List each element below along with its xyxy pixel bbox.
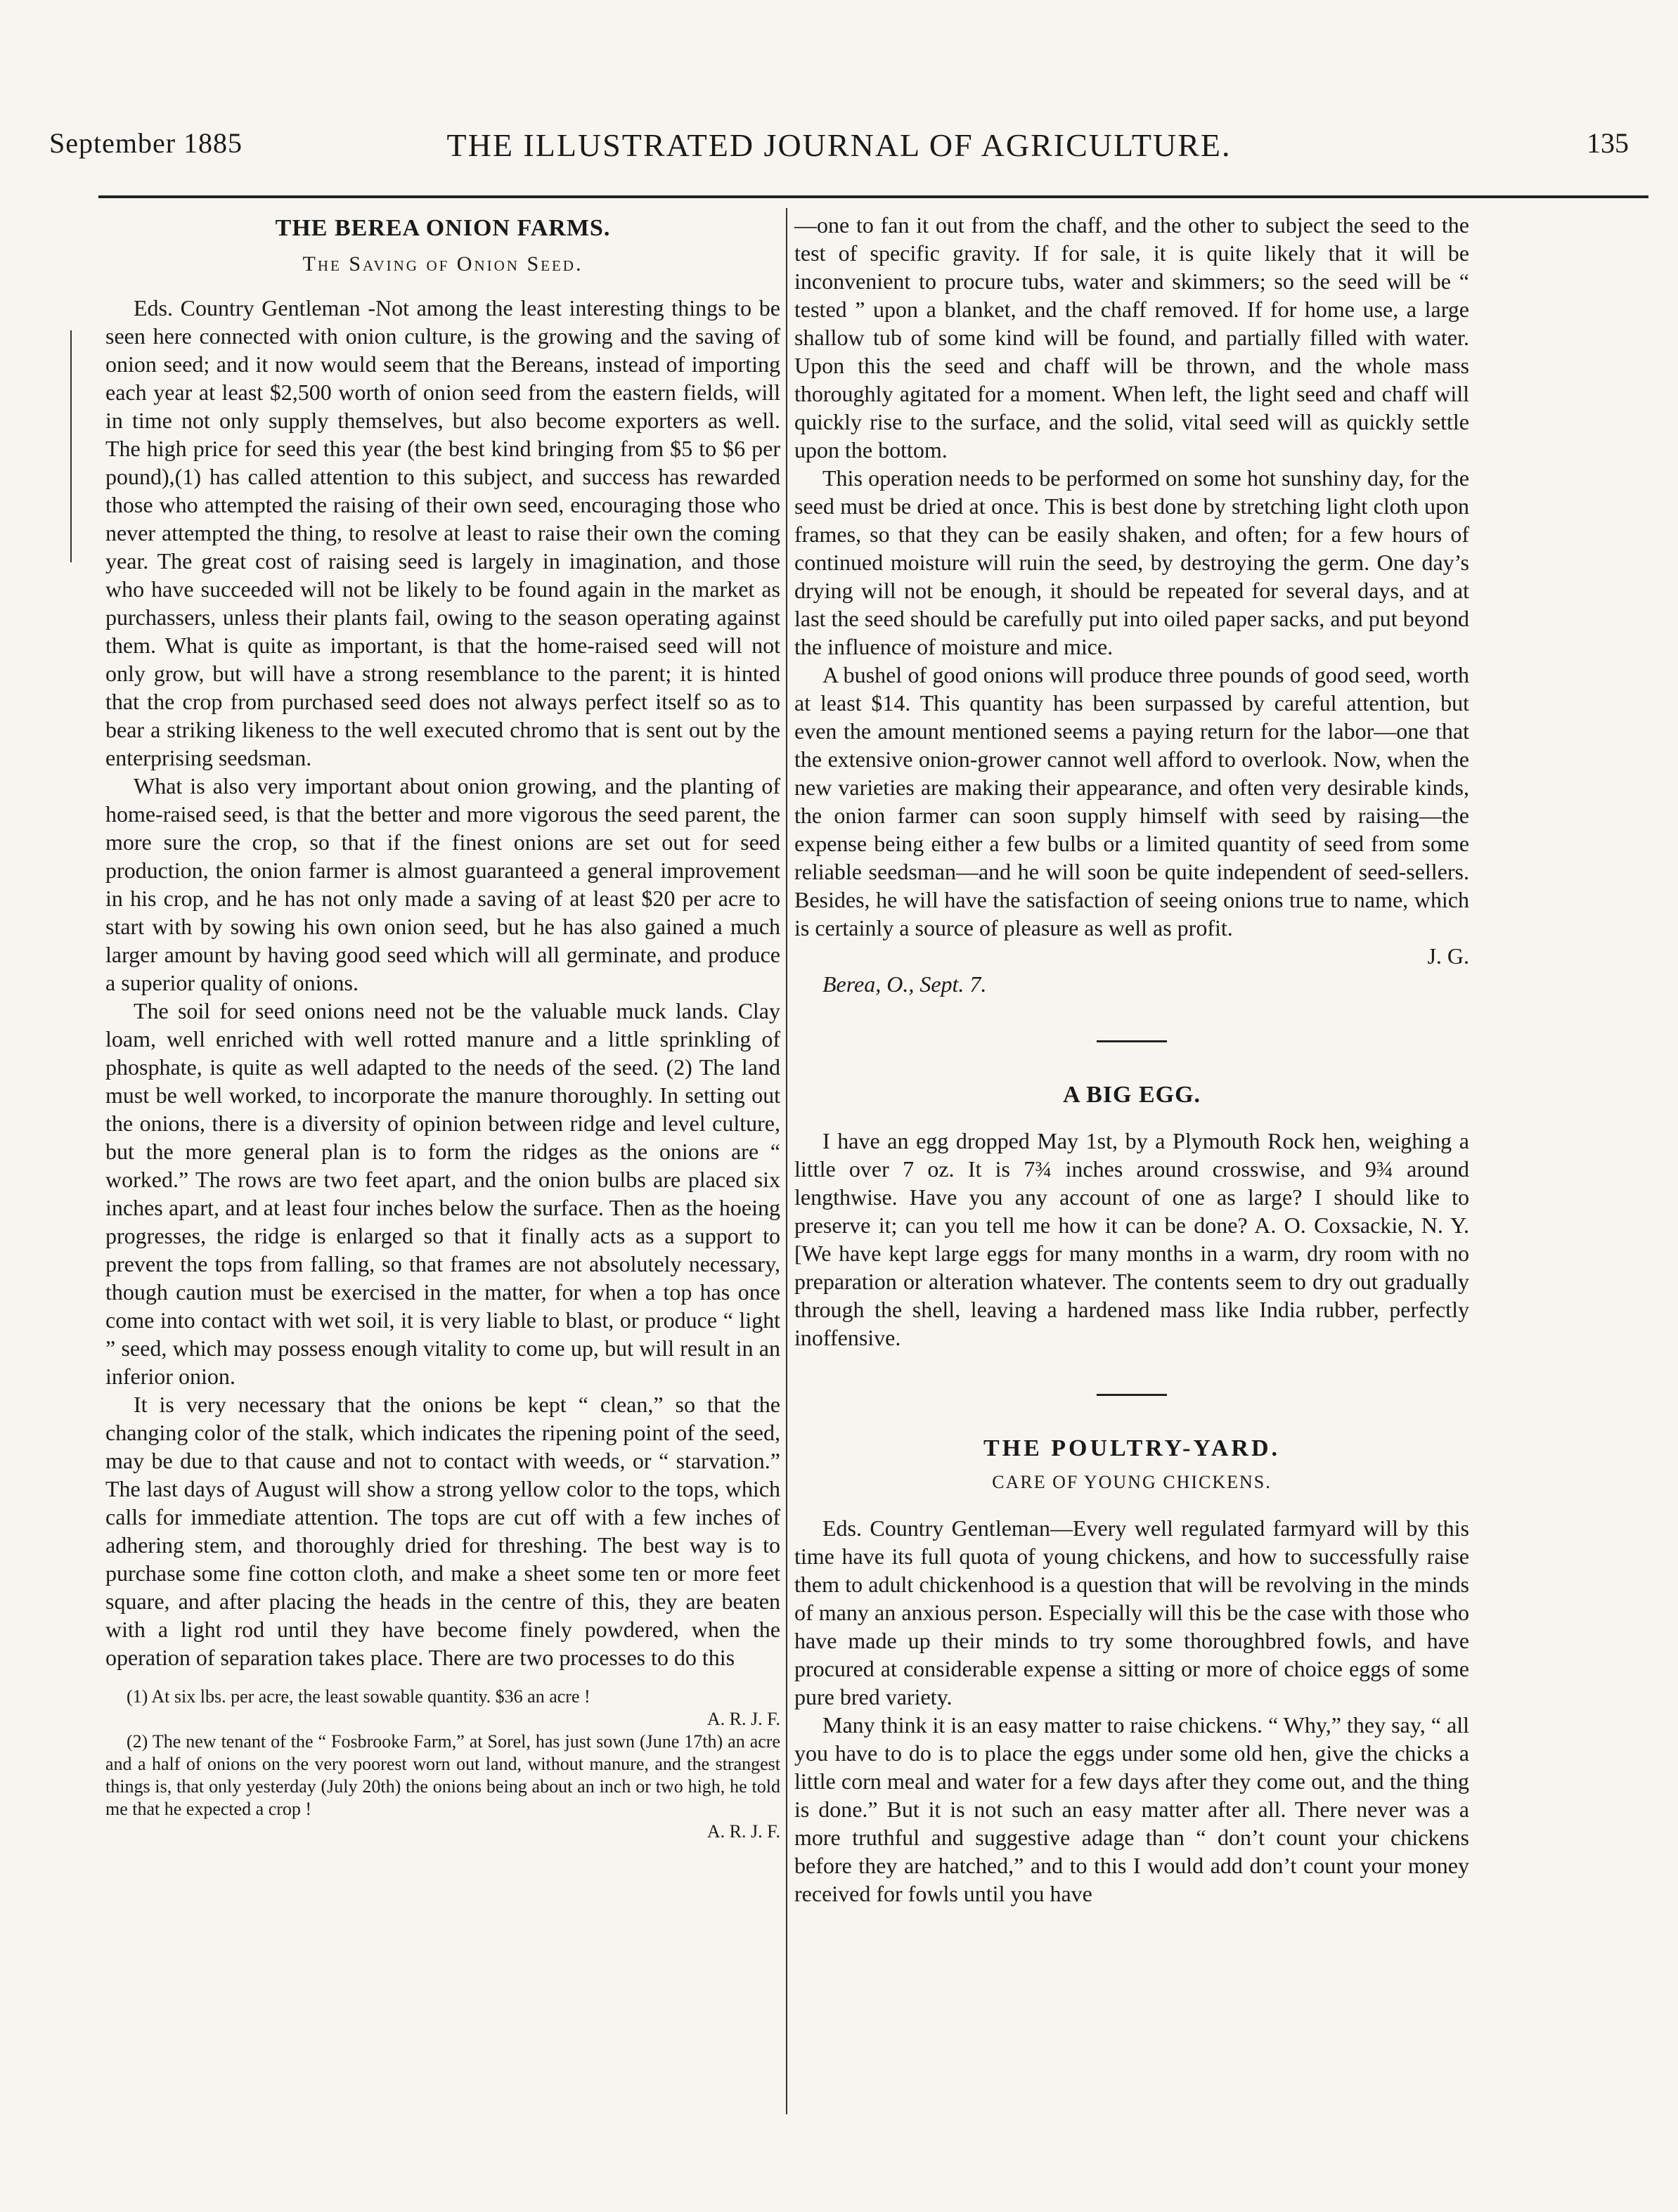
margin-mark: [70, 330, 72, 562]
journal-title: THE ILLUSTRATED JOURNAL OF AGRICULTURE.: [446, 127, 1232, 163]
footnote-2: (2) The new tenant of the “ Fosbrooke Farm,” at Sorel, has just sown (June 17th) an acre and a half of onions on the very poorest worn out land, without manure, and the strangest things is, that only yesterday (July 20th) the onions being about an inch or two high, he told me that he expected a crop !: [105, 1731, 780, 1819]
column-divider: [786, 208, 787, 2114]
right-column: [794, 211, 1469, 1908]
footnote-2-signature: A. R. J. F.: [706, 1821, 780, 1842]
paragraph: A bushel of good onions will produce three pounds of good seed, worth at least $14. This quantity has been surpassed by careful attention, but even the amount mentioned seems a paying return for the labor—one that the extensive onion-grower cannot well afford to overlook. Now, when the new varieties are making their appearance, and often very desirable kinds, the onion farmer can soon supply himself with seed by raising—the expense being either a few bulbs or a limited quantity of seed from some reliable seedsman—and he will soon be quite independent of seed-sellers. Besides, he will have the satisfaction of seeing onions true to name, which is certainly a source of pleasure as well as profit.: [794, 662, 1469, 940]
dateline: Berea, O., Sept. 7.: [822, 971, 987, 997]
header-rule: [98, 195, 1648, 198]
issue-date: September 1885: [49, 127, 243, 159]
article-subtitle-poultry: CARE OF YOUNG CHICKENS.: [992, 1472, 1272, 1492]
page-number: 135: [1587, 127, 1629, 159]
section-rule: [1097, 1394, 1167, 1396]
article-title-egg: A BIG EGG.: [1062, 1082, 1201, 1108]
paragraph: What is also very important about onion growing, and the planting of home-raised seed, is that the better and more vigorous the seed parent, the more sure the crop, so that if the finest onions are set out for seed production, the onion farmer is almost guaranteed a general improvement in his crop, and he has not only made a saving of at least $20 per acre to start with by sowing his own onion seed, but he has also gained a much larger amount by having good seed which will all germinate, and produce a superior quality of onions.: [105, 773, 780, 995]
page-header: [49, 127, 1629, 176]
paragraph: Many think it is an easy matter to raise chickens. “ Why,” they say, “ all you have to do is to place the eggs under some old hen, give the chicks a little corn meal and water for a few days after they come out, and the thing is done.” But it is not such an easy matter after all. There never was a more truthful and suggestive adage than “ don’t count your chickens before they are hatched,” and to this I would add don’t count your money received for fowls until you have: [794, 1712, 1469, 1906]
paragraph: Eds. Country Gentleman -Not among the least interesting things to be seen here connected with onion culture, is the growing and the saving of onion seed; and it now would seem that the Bereans, instead of importing each year at least $2,500 worth of onion seed from the eastern fields, will in time not only supply themselves, but also become exporters as well. The high price for seed this year (the best kind bringing from $5 to $6 per pound),(1) has called attention to this subject, and success has rewarded those who attempted the raising of their own seed, encouraging those who never attempted the thing, to resolve at least to raise their own the coming year. The great cost of raising seed is largely in imagination, and those who have succeeded will not be likely to be found again in the market as purchassers, unless their plants fail, owing to the season operating against them. What is quite as important, is that the home-raised seed will not only grow, but will have a strong resemblance to the parent; it is hinted that the crop from purchased seed does not always perfect itself so as to bear a striking likeness to the well executed chromo that is sent out by the enterprising seedsman.: [105, 295, 780, 770]
footnote-1-signature: A. R. J. F.: [706, 1709, 780, 1729]
author-signature: J. G.: [1427, 943, 1469, 969]
left-column: [105, 211, 780, 1843]
paragraph: —one to fan it out from the chaff, and the other to subject the seed to the test of specific gravity. If for sale, it is quite likely that it will be inconvenient to procure tubs, water and skimmers; so the seed will be “ tested ” upon a blanket, and the chaff removed. If for home use, a large shallow tub of some kind will be found, and partially filled with water. Upon this the seed and chaff will be thrown, and the whole mass thoroughly agitated for a moment. When left, the light seed and chaff will quickly rise to the surface, and the solid, vital seed will as quickly settle upon the bottom.: [794, 212, 1469, 463]
paragraph: It is very necessary that the onions be kept “ clean,” so that the changing color of the stalk, which indicates the ripening point of the seed, may be due to that cause and not to contact with weeds, or “ starvation.” The last days of August will show a strong yellow color to the tops, which calls for immediate attention. The tops are cut off with a few inches of adhering stem, and thoroughly dried for threshing. The best way is to purchase some fine cotton cloth, and make a sheet some ten or more feet square, and after placing the heads in the centre of this, they are beaten with a light rod until they have become finely powdered, when the operation of separation takes place. There are two processes to do this: [105, 1392, 780, 1670]
paragraph: This operation needs to be performed on some hot sunshiny day, for the seed must be dried at once. This is best done by stretching light cloth upon frames, so that they can be easily shaken, and often; for a few hours of continued moisture will ruin the seed, by destroying the germ. One day’s drying will not be enough, it should be repeated for several days, and at last the seed should be carefully put into oiled paper sacks, and put beyond the influence of moisture and mice.: [794, 465, 1469, 659]
footnote-1: (1) At six lbs. per acre, the least sowable quantity. $36 an acre !: [127, 1686, 590, 1707]
article-subtitle-onion: The Saving of Onion Seed.: [302, 252, 583, 276]
paragraph: I have an egg dropped May 1st, by a Plymouth Rock hen, weighing a little over 7 oz. It is 7¾ inches around crosswise, and 9¾ around lengthwise. Have you any account of one as large? I should like to preserve it; can you tell me how it can be done? A. O. Coxsackie, N. Y. [We have kept large eggs for many months in a warm, dry room with no preparation or alteration whatever. The contents seem to dry out gradually through the shell, leaving a hardened mass like India rubber, perfectly inoffensive.: [794, 1128, 1469, 1350]
footnotes: [105, 1686, 780, 1843]
paragraph: Eds. Country Gentleman—Every well regulated farmyard will by this time have its full quota of young chickens, and how to successfully raise them to adult chickenhood is a question that will be revolving in the minds of many an anxious person. Especially will this be the case with those who have made up their minds to try some thoroughbred fowls, and have procured at considerable expense a sitting or more of choice eggs of some pure bred variety.: [794, 1515, 1469, 1709]
paragraph: The soil for seed onions need not be the valuable muck lands. Clay loam, well enriched with well rotted manure and a little sprinkling of phosphate, is quite as well adapted to the needs of the seed. (2) The land must be well worked, to incorporate the manure thoroughly. In setting out the onions, there is a diversity of opinion between ridge and level culture, but the more general plan is to form the ridges as the onions are “ worked.” The rows are two feet apart, and the onion bulbs are placed six inches apart, and at least four inches below the surface. Then as the hoeing progresses, the ridge is enlarged so that it finally acts as a support to prevent the tops from falling, so that frames are not absolutely necessary, though caution must be exercised in the matter, for when a top has once come into contact with wet soil, it is very liable to blast, or produce “ light ” seed, which may possess enough vitality to come up, but will result in an inferior onion.: [105, 998, 780, 1389]
article-title-onion: THE BEREA ONION FARMS.: [275, 215, 611, 241]
article-title-poultry: THE POULTRY-YARD.: [983, 1435, 1280, 1461]
section-rule: [1097, 1040, 1167, 1042]
